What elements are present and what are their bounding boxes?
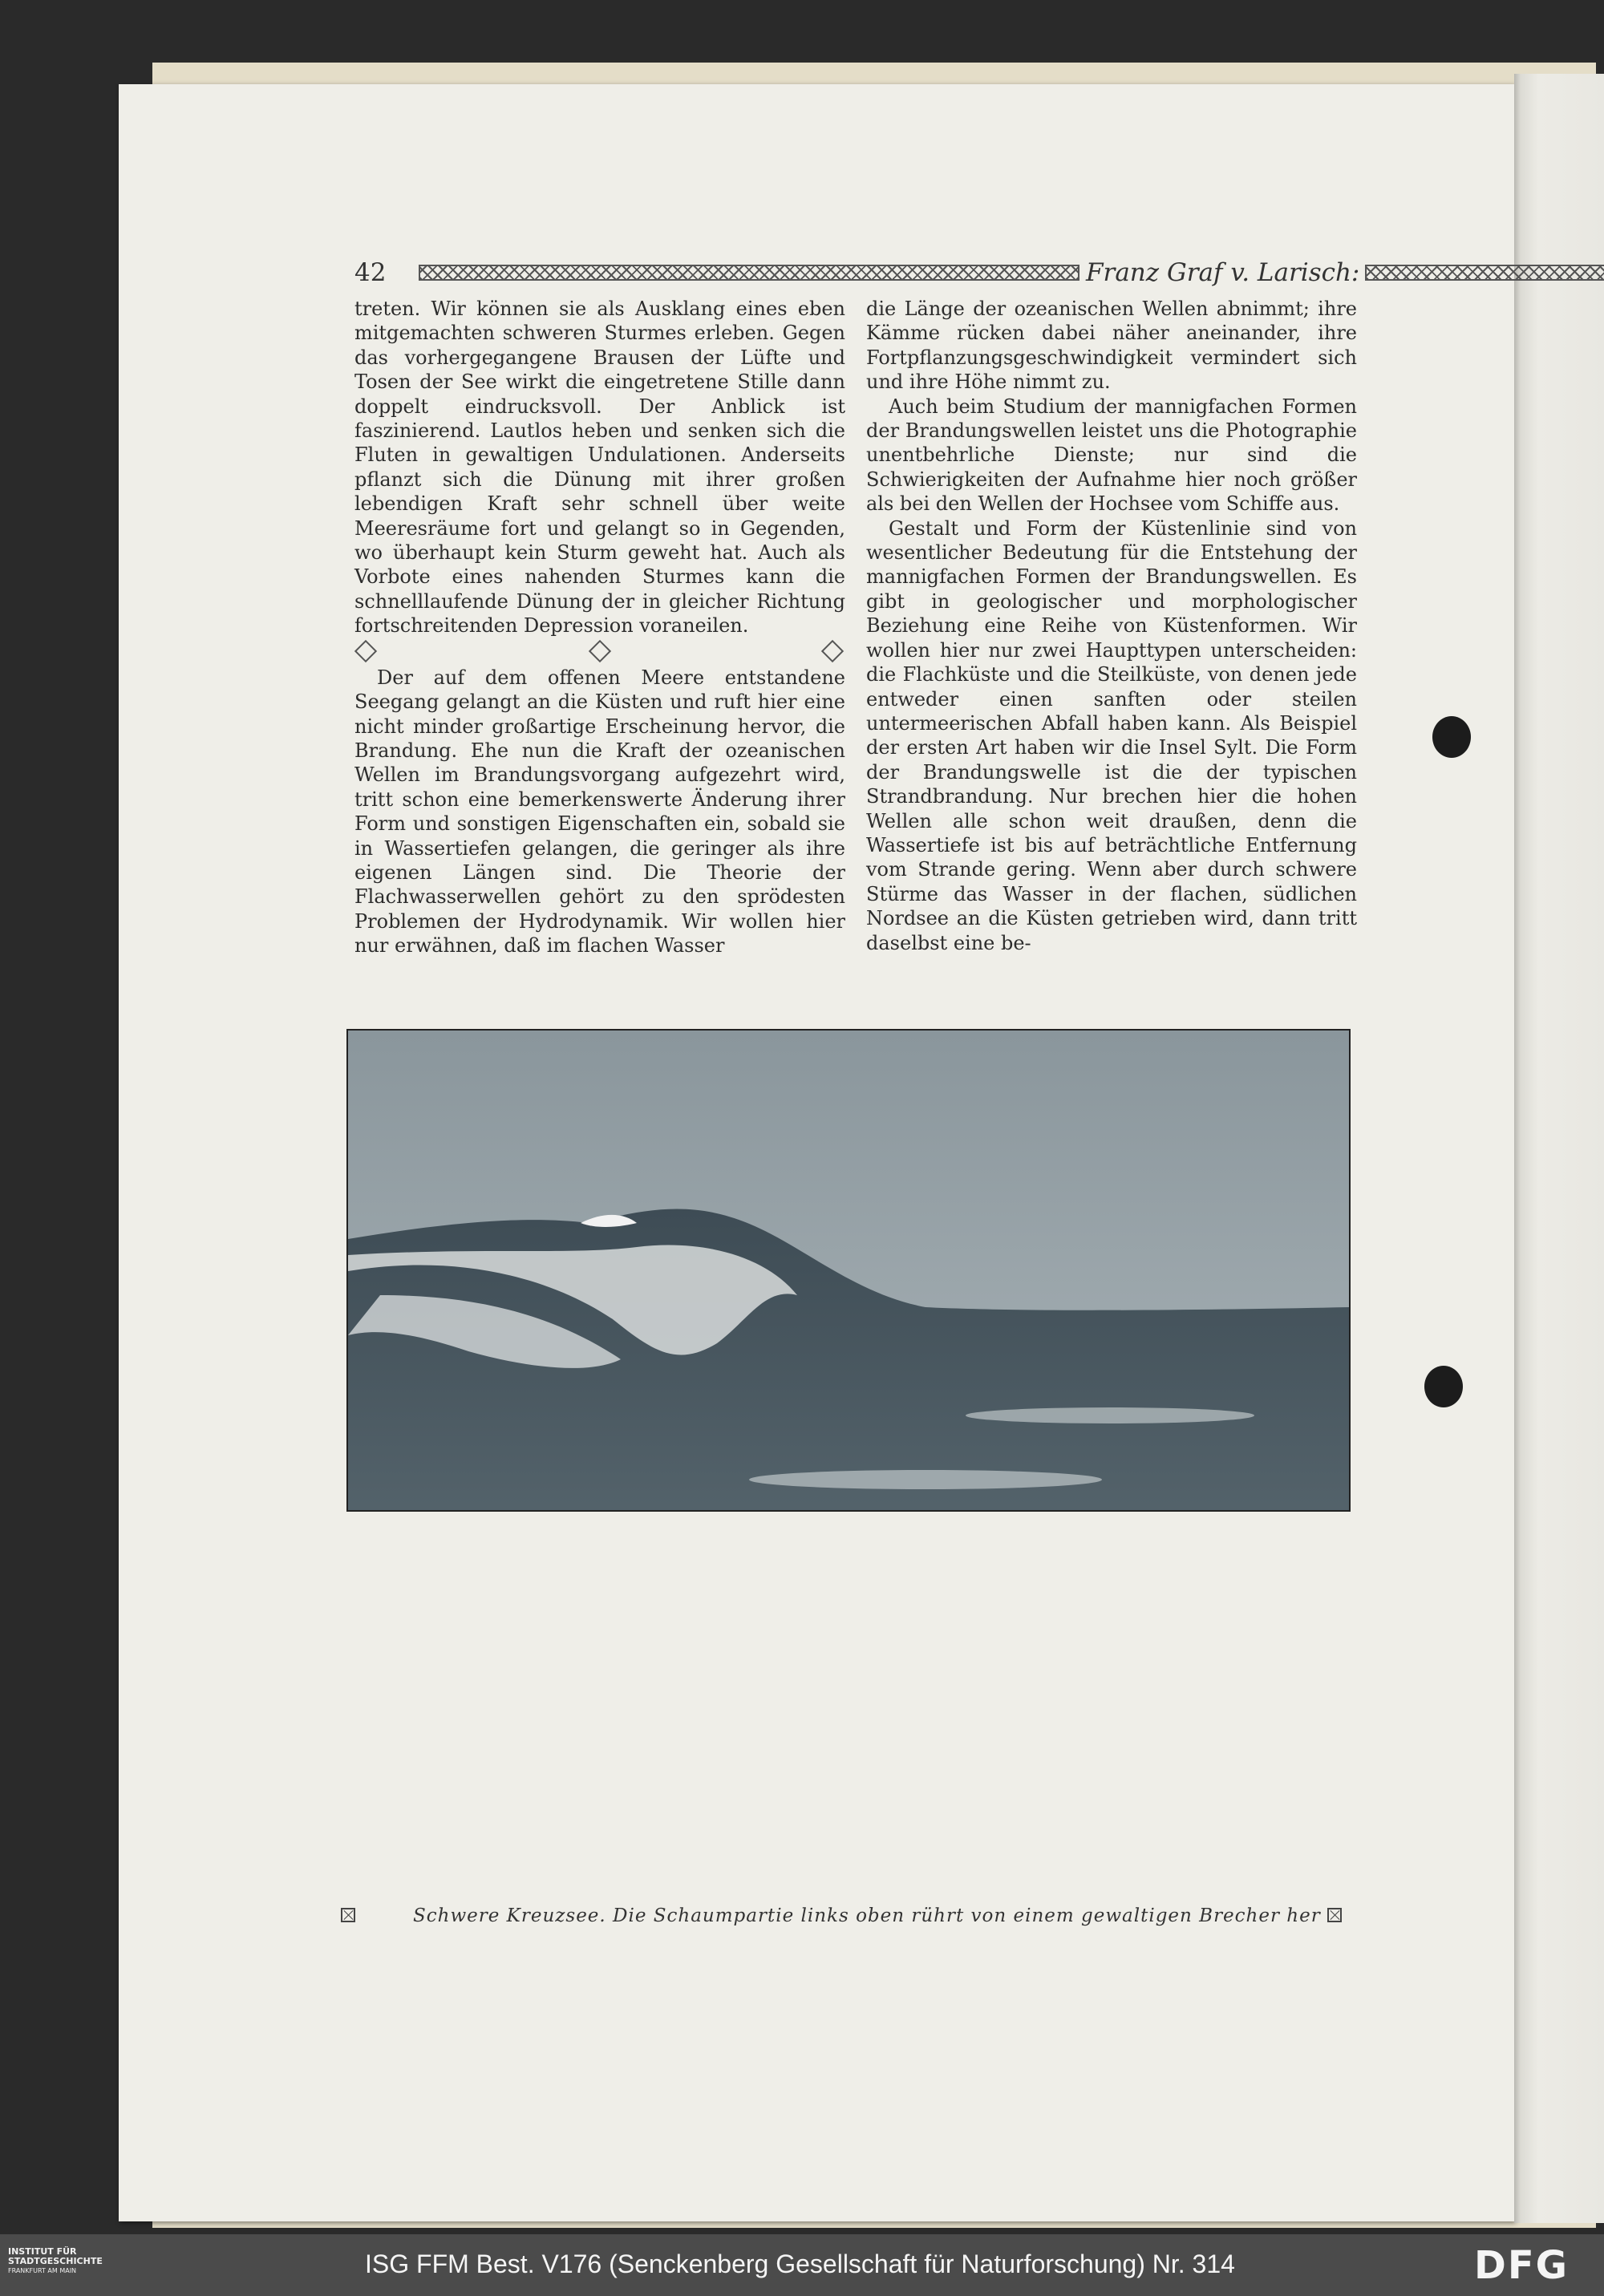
facing-page-gutter [1514, 74, 1604, 2223]
paragraph: Der auf dem offenen Meere entstandene Seegang gelangt an die Küsten und ruft hier eine nicht minder großartige Erscheinung hervor, die Brandung. Ehe nun die Kraft der ozeanischen Wellen im Brandungsvorgang aufgezehrt wird, tritt schon eine bemerkenswerte Änderung ihrer Form und sonstigen Eigenschaften ein, sobald sie in Wassertiefen gelangen, die geringer als ihre eigenen Längen sind. Die Theorie der Flachwasserwellen gehört zu den sprödesten Problemen der Hydrodynamik. Wir wollen hier nur erwähnen, daß im flachen Wasser [354, 666, 845, 958]
institution-logo [8, 2247, 103, 2276]
paragraph: treten. Wir können sie als Ausklang eines eben mitgemachten schweren Sturmes erleben. Gegen das vorhergegangene Brausen der Lüfte und Tosen der See wirkt die eingetretene Stille dann doppelt eindrucksvoll. Der Anblick ist faszinierend. Lautlos heben und senken sich die Fluten in gewaltigen Undulationen. Anderseits pflanzt sich die Dünung mit ihrer großen lebendigen Kraft sehr schnell über weite Meeresräume fort und gelangt so in Gegenden, wo überhaupt kein Sturm geweht hat. Auch als Vorbote eines nahenden Sturmes kann die schnelllaufende Dünung der in gleicher Richtung fortschreitenden Depression voraneilen. [354, 298, 845, 638]
diamond-ornament-icon [354, 640, 377, 662]
archive-footer-bar [0, 2234, 1604, 2296]
source-reference: ISG FFM Best. V176 (Senckenberg Gesellschaft für Naturforschung) Nr. 314 [365, 2249, 1235, 2278]
header-ornament-right [1365, 265, 1604, 281]
boxed-x-ornament-icon [1327, 1908, 1342, 1922]
diamond-ornament-icon [589, 640, 611, 662]
text-column-right [866, 297, 1357, 955]
paragraph: Auch beim Studium der mannigfachen Formen der Brandungswellen leistet uns die Photographie unentbehrliche Dienste; nur sind die Schwierigkeiten der Aufnahme hier noch größer als bei den Wellen der Hochsee vom Schiffe aus. [866, 395, 1357, 516]
figure-caption [341, 1901, 1351, 1930]
sea-photograph [346, 1029, 1351, 1512]
text-column-left [354, 297, 845, 958]
punch-hole [1432, 716, 1471, 758]
boxed-x-ornament-icon [341, 1908, 355, 1922]
institution-line: STADTGESCHICHTE [8, 2256, 103, 2266]
paragraph: Gestalt und Form der Küstenlinie sind von wesentlicher Bedeutung für die Entstehung der mannigfachen Formen der Brandungswellen. Es gibt in geologischer und morphologischer Beziehung eine Reihe von Küstenformen. Wir wollen hier nur zwei Haupttypen unterscheiden: die Flachküste und die Steilküste, von denen jede entweder einen sanften oder steilen untermeerischen Abfall haben kann. Als Beispiel der ersten Art haben wir die Insel Sylt. Die Form der Brandungswelle ist die der typischen Strandbrandung. Nur brechen hier die hohen Wellen alle schon weit draußen, denn die Wassertiefe ist bis auf beträchtliche Entfernung vom Strande gering. Wenn aber durch schwere Stürme das Wasser in der flachen, südlichen Nordsee an die Küsten getrieben wird, dann tritt daselbst eine be- [866, 516, 1357, 954]
running-header [354, 255, 1360, 290]
photo-illustration [348, 1031, 1349, 1512]
institution-subline: FRANKFURT AM MAIN [8, 2267, 77, 2274]
punch-hole [1424, 1366, 1463, 1407]
running-title: Franz Graf v. Larisch: [1086, 258, 1360, 287]
section-divider [354, 643, 845, 662]
diamond-ornament-icon [821, 640, 844, 662]
header-ornament-left [419, 265, 1079, 281]
institution-line: INSTITUT FÜR [8, 2246, 77, 2257]
dfg-logo: DFG [1474, 2243, 1570, 2288]
paragraph: die Länge der ozeanischen Wellen abnimmt; ihre Kämme rücken dabei näher aneinander, ihre Fortpflanzungsgeschwindigkeit vermindert sich und ihre Höhe nimmt zu. [866, 298, 1357, 394]
caption-text: Schwere Kreuzsee. Die Schaumpartie links oben rührt von einem gewaltigen Brecher her [413, 1905, 1321, 1926]
page-number: 42 [354, 258, 387, 287]
